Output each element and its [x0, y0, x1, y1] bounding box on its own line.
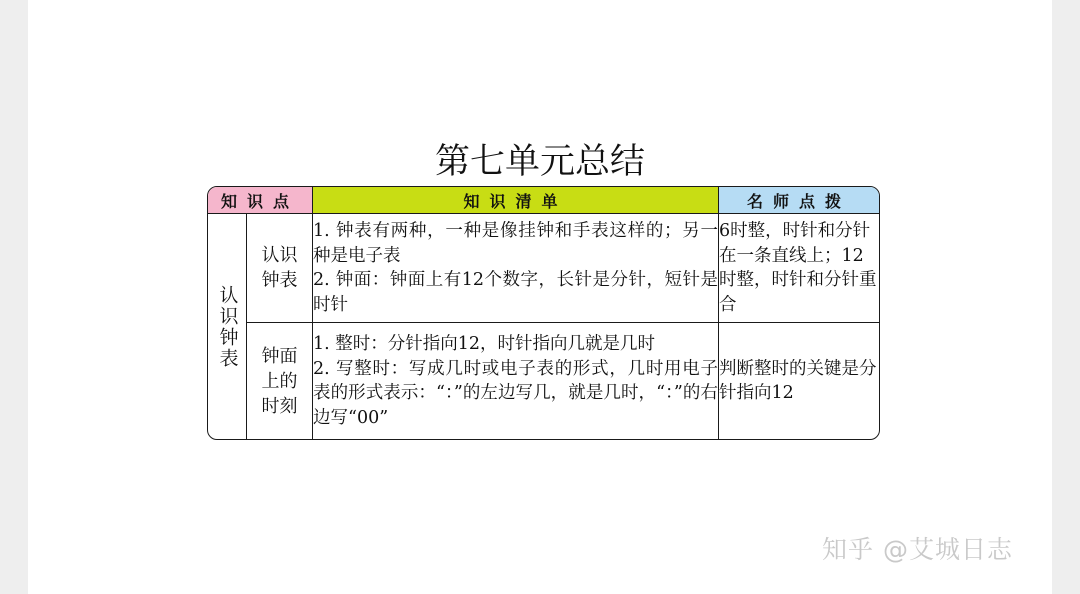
watermark: 知乎 @艾城日志	[822, 535, 1013, 564]
subtopic-line: 钟面	[261, 345, 298, 367]
subtopic-line: 时刻	[261, 395, 298, 417]
topic-cell: 认识钟表	[208, 214, 247, 439]
subtopic-cell	[247, 323, 313, 439]
table-row	[208, 323, 879, 439]
header-knowledge-list: 知识清单	[313, 187, 719, 214]
page-title: 第七单元总结	[434, 142, 645, 182]
table-row	[208, 214, 879, 323]
header-knowledge-points: 知识点	[208, 187, 313, 214]
table-header-row	[208, 187, 879, 214]
subtopic-line: 认识	[261, 245, 298, 266]
tip-cell: 判断整时的关键是分针指向12	[719, 358, 877, 403]
subtopic-line: 钟表	[261, 270, 298, 291]
subtopic-cell	[247, 214, 313, 323]
list-item: 1. 整时：分针指向12，时针指向几就是几时	[313, 334, 656, 354]
tip-cell: 6时整，时针和分针在一条直线上；12时整，时针和分针重合	[719, 214, 879, 323]
header-teacher-tips: 名师点拨	[719, 187, 879, 214]
subtopic-line: 上的	[261, 370, 298, 392]
list-item: 1. 钟表有两种，一种是像挂钟和手表这样的；另一种是电子表	[313, 221, 719, 266]
knowledge-list-cell	[313, 323, 719, 439]
knowledge-list-cell	[313, 214, 719, 323]
list-item: 2. 写整时：写成几时或电子表的形式，几时用电子表的形式表示：“：”的左边写几，就是几时，“：”的右边写“00”	[313, 358, 719, 428]
list-item: 2. 钟面：钟面上有12个数字，长针是分针，短针是时针	[313, 270, 719, 315]
summary-table	[207, 186, 880, 440]
